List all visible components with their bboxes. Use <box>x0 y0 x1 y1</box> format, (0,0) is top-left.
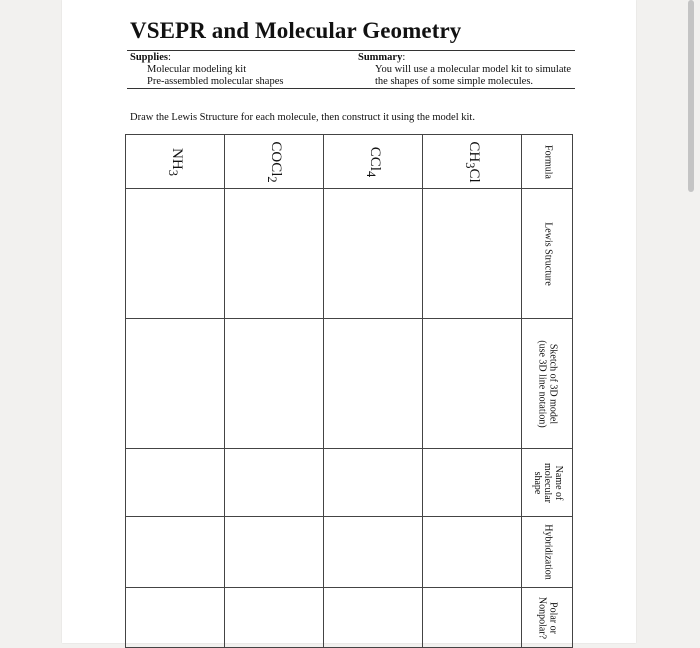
answer-cell[interactable] <box>423 189 522 319</box>
answer-cell[interactable] <box>225 189 324 319</box>
molecule-ch3cl: $CH_3Cl$ <box>463 141 482 183</box>
answer-cell[interactable] <box>126 517 225 588</box>
molecule-cell-ccl4 <box>324 135 423 189</box>
summary-section: Summary: You will use a molecular model kit to simulate the shapes of some simple molecules. <box>358 52 572 87</box>
lewis-row <box>126 189 573 319</box>
answer-cell[interactable] <box>423 319 522 449</box>
answer-cell[interactable] <box>225 517 324 588</box>
row-label-shape: Name of molecular shape <box>522 449 573 517</box>
summary-line: the shapes of some simple molecules. <box>375 76 534 87</box>
row-label-sketch: Sketch of 3D model (use 3D line notation) <box>522 319 573 449</box>
molecule-cocl2: COCl$_2$ <box>265 141 284 183</box>
formula-row <box>126 135 573 189</box>
sketch-row <box>126 319 573 449</box>
answer-cell[interactable] <box>225 449 324 517</box>
polarity-row <box>126 588 573 648</box>
molecule-cell-cocl2 <box>225 135 324 189</box>
answer-cell[interactable] <box>324 319 423 449</box>
header-top-rule <box>127 50 575 51</box>
answer-cell[interactable] <box>324 588 423 648</box>
molecule-cell-nh3 <box>126 135 225 189</box>
answer-cell[interactable] <box>126 189 225 319</box>
supplies-item: Molecular modeling kit <box>147 64 247 75</box>
row-label-formula: Formula <box>522 135 573 189</box>
row-label-polarity: Polar or Nonpolar? <box>522 588 573 648</box>
answer-cell[interactable] <box>225 588 324 648</box>
answer-cell[interactable] <box>423 449 522 517</box>
summary-heading: Summary <box>358 52 403 63</box>
answer-cell[interactable] <box>423 588 522 648</box>
summary-line: You will use a molecular model kit to simulate <box>375 64 572 75</box>
answer-cell[interactable] <box>324 189 423 319</box>
answer-cell[interactable] <box>324 449 423 517</box>
row-label-hybridization: Hybridization <box>522 517 573 588</box>
answer-cell[interactable] <box>126 449 225 517</box>
molecule-nh3: $NH_3$ <box>166 148 185 176</box>
answer-cell[interactable] <box>126 319 225 449</box>
supplies-item: Pre-assembled molecular shapes <box>147 76 284 87</box>
supplies-section: Supplies: Molecular modeling kit Pre-assembled molecular shapes <box>130 52 284 87</box>
answer-cell[interactable] <box>126 588 225 648</box>
geometry-table <box>125 134 573 648</box>
header-bottom-rule <box>127 88 575 89</box>
molecule-ccl4: CCl$_4$ <box>364 146 383 178</box>
scrollbar-thumb[interactable] <box>688 0 694 192</box>
hybridization-row <box>126 517 573 588</box>
shape-row <box>126 449 573 517</box>
page-title: VSEPR and Molecular Geometry <box>130 18 462 43</box>
instructions-text: Draw the Lewis Structure for each molecule, then construct it using the model kit. <box>130 112 475 123</box>
answer-cell[interactable] <box>423 517 522 588</box>
row-label-lewis: Lewis Structure <box>522 189 573 319</box>
molecule-cell-ch3cl <box>423 135 522 189</box>
answer-cell[interactable] <box>225 319 324 449</box>
answer-cell[interactable] <box>324 517 423 588</box>
supplies-heading: Supplies <box>130 52 168 63</box>
